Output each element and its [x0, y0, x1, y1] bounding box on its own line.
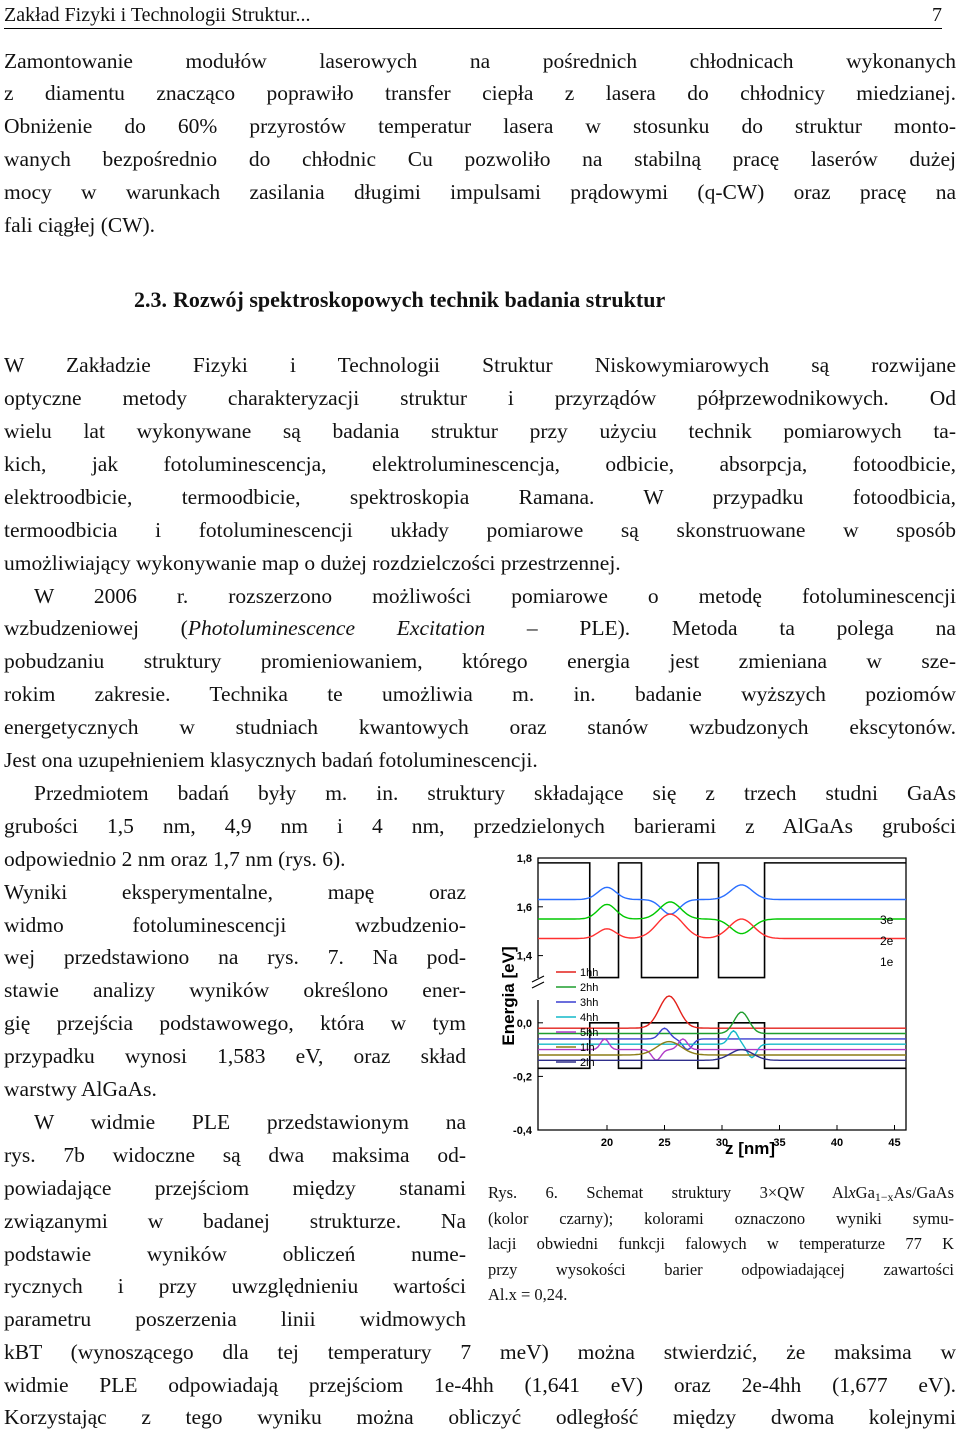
wavefunction-1e [538, 914, 906, 938]
paragraph-line: z diamentu znacząco poprawiło transfer ciepła z lasera do chłodnicy miedzianej. [4, 81, 956, 105]
paragraph-line: Zamontowanie modułów laserowych na pośrednich chłodnicach wykonanych [4, 49, 956, 73]
paragraph-line: grubości 1,5 nm, 4,9 nm i 4 nm, przedzielonych barierami z AlGaAs grubości [4, 814, 956, 838]
figure-caption-line: przy wysokości barier odpowiadającej zawartości [488, 1260, 954, 1279]
electron-label-2e: 2e [880, 934, 894, 948]
figure-caption-line: (kolor czarny); kolorami oznaczono wyniki symu- [488, 1209, 954, 1228]
legend-label-2lh: 2lh [580, 1057, 595, 1069]
x-tick-label: 40 [830, 1137, 844, 1149]
figure-labels [499, 913, 894, 1158]
caption-text: Rys. 6. Schemat struktury 3 [488, 1183, 768, 1202]
legend-label-1lh: 1lh [580, 1042, 595, 1054]
paragraph-line: rokim zakresie. Technika te umożliwia m. in. badanie wyższych poziomów [4, 682, 956, 706]
electron-label-1e: 1e [880, 955, 894, 969]
paragraph-line: elektroodbicie, termoodbicie, spektroskopia Ramana. W przypadku fotoodbicia, [4, 485, 956, 509]
x-tick-label: 20 [600, 1137, 614, 1149]
paragraph-line: Wyniki eksperymentalne, mapę oraz [4, 880, 466, 904]
section-heading [134, 284, 665, 316]
paragraph-line: widmo fotoluminescencji wzbudzenio- [4, 913, 466, 937]
italic-term: Photoluminescence Excitation [187, 616, 486, 640]
paragraph-line: wanych bezpośrednio do chłodnic Cu pozwoliło na stabilną pracę laserów dużej [4, 147, 956, 171]
x-tick-label: 45 [888, 1137, 901, 1149]
legend-label-3hh: 3hh [580, 997, 599, 1009]
page-number: 7 [932, 4, 942, 26]
paragraph-line: odpowiednio 2 nm oraz 1,7 nm (rys. 6). [4, 847, 346, 871]
paragraph-line: gię przejścia podstawowego, która w tym [4, 1011, 466, 1035]
paragraph-line: widmie PLE odpowiadają przejściom 1e-4hh (1,641 eV) oraz 2e-4hh (1,677 eV). [4, 1373, 956, 1397]
paragraph-line: W Zakładzie Fizyki i Technologii Struktur Niskowymiarowych są rozwijane [4, 353, 956, 377]
figure-caption-line [488, 1180, 954, 1205]
y-tick-label: -0,2 [513, 1071, 532, 1084]
paragraph-line [4, 612, 956, 644]
paragraph-line: wej przedstawiono na rys. 7. Na pod- [4, 945, 466, 969]
caption-text: QW Al [777, 1183, 849, 1202]
x-tick-label: 35 [773, 1137, 786, 1149]
section-title: Rozwój spektroskopowych technik badania struktur [173, 287, 666, 312]
wavefunction-2e [538, 902, 906, 934]
paragraph-line: Jest ona uzupełnieniem klasycznych badań fotoluminescencji. [4, 748, 538, 772]
paragraph-line: optyczne metody charakteryzacji struktur i przyrządów półprzewodnikowych. Od [4, 386, 956, 410]
y-axis-label: Energia [eV] [499, 946, 518, 1046]
paragraph-line: rycznych i przy uwzględnieniu wartości [4, 1274, 466, 1298]
caption-italic: x [848, 1183, 856, 1202]
x-axis-label: z [nm] [724, 1139, 776, 1158]
header-title: Zakład Fizyki i Technologii Struktur... [4, 4, 311, 26]
paragraph-line: stawie analizy wyników określono ener- [4, 978, 466, 1002]
page-header [4, 2, 942, 29]
caption-text: As/GaAs [893, 1183, 954, 1202]
paragraph-line: W widmie PLE przedstawionym na [34, 1110, 466, 1134]
paragraph-line: termoodbicia i fotoluminescencji układy pomiarowe są skonstruowane w sposób [4, 518, 956, 542]
y-tick-label: 1,8 [516, 853, 532, 865]
caption-subscript: 1−x [874, 1189, 894, 1204]
paragraph-line: Obniżenie do 60% przyrostów temperatur lasera w stosunku do struktur monto- [4, 114, 956, 138]
section-number: 2.3. [134, 287, 167, 312]
paragraph-line: wielu lat wykonywane są badania struktur przy użyciu technik pomiarowych ta- [4, 419, 956, 443]
electron-label-3e: 3e [880, 913, 894, 927]
legend-label-2hh: 2hh [580, 982, 599, 994]
x-tick-label: 30 [715, 1137, 729, 1149]
paragraph-line: podstawie wyników obliczeń nume- [4, 1242, 466, 1266]
paragraph-line: pobudzaniu struktury promieniowaniem, którego energia jest zmieniana w sze- [4, 649, 956, 673]
legend-label-4hh: 4hh [580, 1012, 599, 1024]
band-structure-figure [488, 846, 958, 1176]
wavefunction-3e [538, 885, 906, 914]
line-text: wzbudzeniowej ( [4, 616, 188, 640]
y-tick-label: 1,6 [516, 901, 532, 914]
paragraph-line: fali ciągłej (CW). [4, 213, 156, 237]
plot-frame [538, 858, 906, 1130]
x-tick-label: 25 [658, 1137, 671, 1149]
paragraph-line: przypadku wynosi 1,583 eV, oraz skład [4, 1044, 466, 1068]
line-text: – PLE). Metoda ta polega na [485, 616, 956, 640]
paragraph-line: powiadające przejściom między stanami [4, 1176, 466, 1200]
paragraph-line: związanymi w badanej strukturze. Na [4, 1209, 466, 1233]
legend-label-5hh: 5hh [580, 1027, 599, 1039]
legend-label-1hh: 1hh [580, 967, 599, 979]
paragraph-line: kBT (wynoszącego dla tej temperatury 7 meV) można stwierdzić, że maksima w [4, 1340, 956, 1364]
paragraph-line: energetycznych w studniach kwantowych oraz stanów wzbudzonych ekscytonów. [4, 715, 956, 739]
paragraph-line: warstwy AlGaAs. [4, 1077, 157, 1101]
paragraph-line: umożliwiający wykonywanie map o dużej rozdzielczości przestrzennej. [4, 551, 621, 575]
figure-caption-line: lacji obwiedni funkcji falowych w temperaturze 77 K [488, 1234, 954, 1253]
paragraph-line: mocy w warunkach zasilania długimi impulsami prądowymi (q-CW) oraz pracę na [4, 180, 956, 204]
conduction-band-profile [538, 863, 906, 978]
figure-axes [513, 853, 906, 1149]
paragraph-line: W 2006 r. rozszerzono możliwości pomiarowe o metodę fotoluminescencji [34, 584, 956, 608]
paragraph-line: Przedmiotem badań były m. in. struktury składające się z trzech studni GaAs [34, 781, 956, 805]
paragraph-line: rys. 7b widoczne są dwa maksima od- [4, 1143, 466, 1167]
times-symbol: × [767, 1183, 778, 1202]
paragraph-line: Korzystając z tego wyniku można obliczyć odległość między dwoma kolejnymi [4, 1405, 956, 1429]
paragraph-line: parametru poszerzenia linii widmowych [4, 1307, 466, 1331]
caption-text: Ga [855, 1183, 875, 1202]
paragraph-line: kich, jak fotoluminescencja, elektroluminescencja, odbicie, absorpcja, fotoodbicie, [4, 452, 956, 476]
y-tick-label: 1,4 [516, 950, 532, 963]
y-tick-label: 0,0 [516, 1017, 532, 1030]
figure-caption-line: Al.x = 0,24. [488, 1285, 568, 1304]
y-tick-label: -0,4 [513, 1125, 532, 1137]
legend [556, 967, 598, 1069]
